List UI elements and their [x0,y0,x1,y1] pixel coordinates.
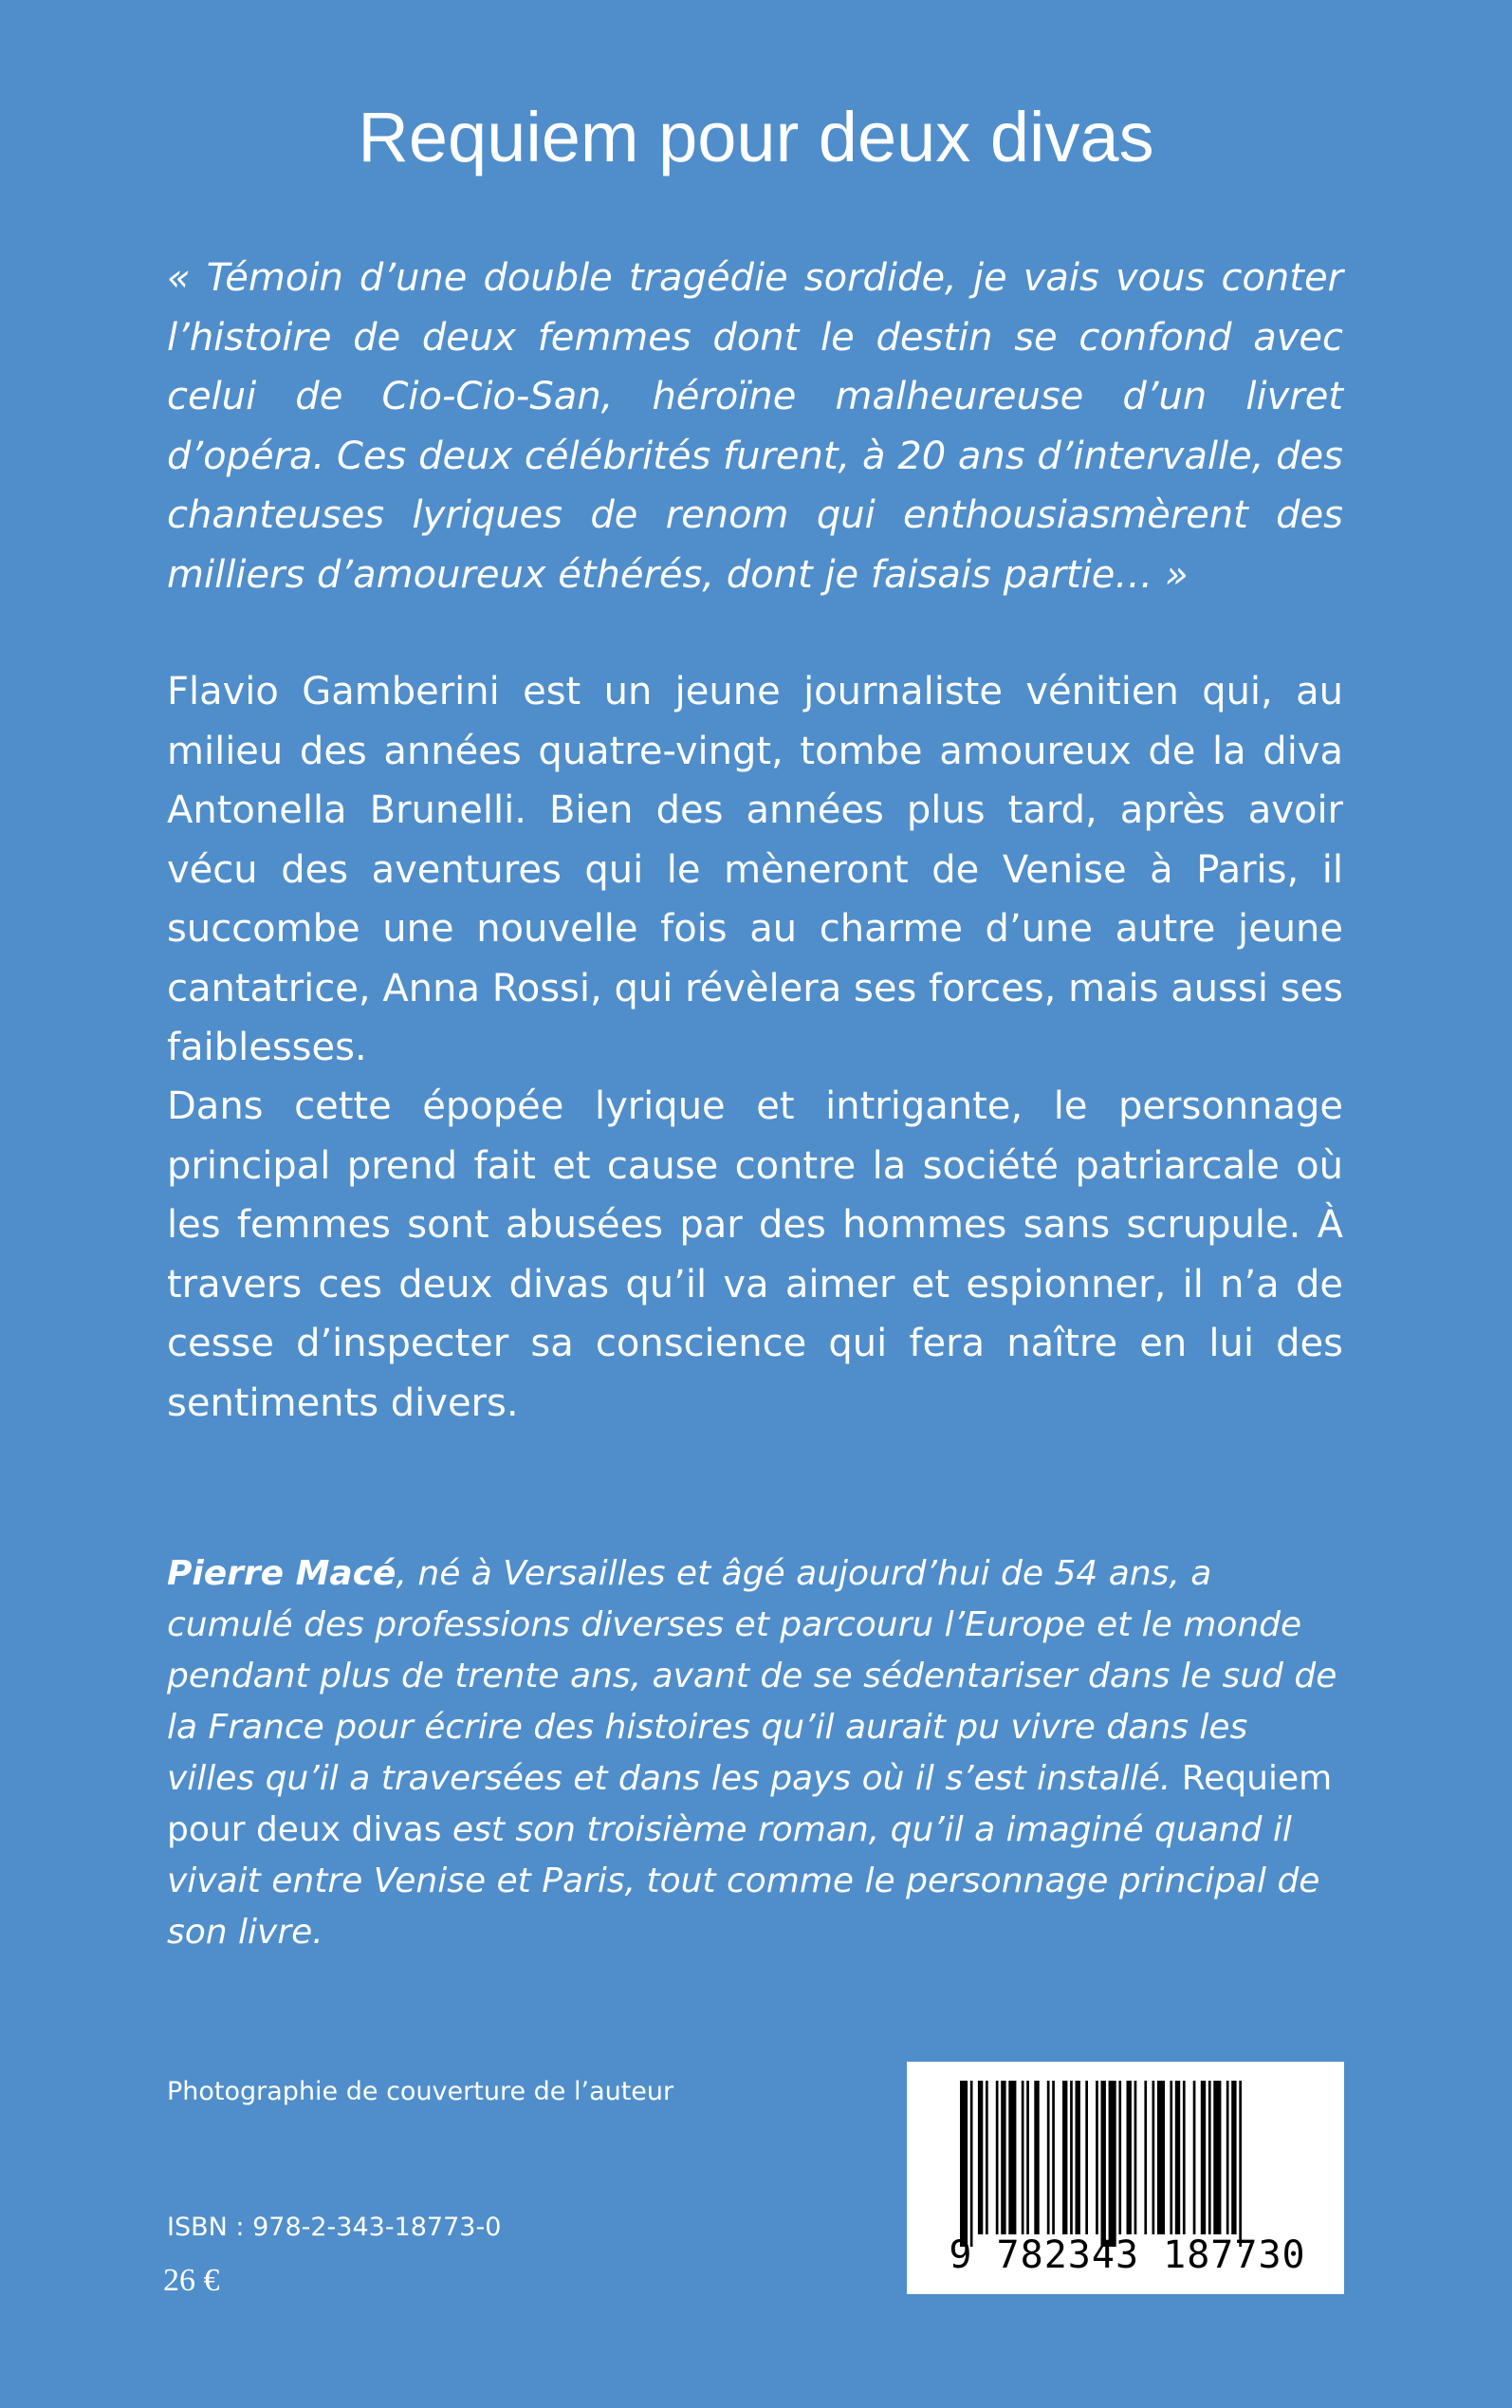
barcode-bar [1118,2081,1121,2234]
barcode-bar [1239,2081,1242,2247]
barcode-bar [1076,2081,1080,2234]
price-label: 26 € [163,2263,220,2298]
barcode-bar [1085,2081,1088,2234]
barcode-bar [1231,2081,1236,2234]
barcode-bar [1134,2081,1137,2234]
barcode-number: 9 782343 187730 [949,2233,1306,2277]
barcode-bar [996,2081,999,2234]
barcode-bar [1052,2081,1055,2234]
barcode-bar [1127,2081,1132,2234]
barcode-bar [1001,2081,1005,2234]
barcode-bar [1096,2081,1098,2234]
barcode-bar [1070,2081,1073,2234]
bio-book-title: Requiem pour deux divas [167,1759,1333,1849]
author-bio [167,1548,1343,1958]
barcode-bar [1170,2081,1172,2234]
barcode-bar [960,2081,968,2247]
barcode-bar [1144,2081,1147,2234]
author-name: Pierre Macé [167,1554,396,1593]
barcode-bar [1047,2081,1050,2234]
barcode-bar [1109,2081,1116,2247]
isbn-label: ISBN : 978-2-343-18773-0 [167,2213,502,2242]
book-title: Requiem pour deux divas [358,98,1154,176]
barcode-bar [1183,2081,1186,2234]
barcode-bar [1034,2081,1039,2234]
barcode-bar [1175,2081,1180,2234]
barcode-bar [1201,2081,1206,2234]
barcode-bar [1022,2081,1024,2234]
themes-paragraph: Dans cette épopée lyrique et intrigante, le personnage principal prend fait et cause contre la société patriarcale où les femmes sont abusées par des hommes sans scrupule. À travers ces deux divas qu’il va aimer et espionner, il n’a de cesse d’inspecter sa conscience qui fera naître en lui des sentiments divers. [167,1084,1343,1425]
barcode-bar [1213,2081,1221,2234]
barcode-bar [970,2081,973,2247]
opening-quote: « Témoin d’une double tragédie sordide, je vais vous conter l’histoire de deux femmes dont le destin se confond avec celui de Cio-Cio-San, héroïne malheureuse d’un livret d’opéra. Ces deux célébrités furent, à 20 ans d’intervalle, des chanteuses lyriques de renom qui enthousiasmèrent des milliers d’amoureux éthérés, dont je faisais partie… » [167,256,1343,597]
barcode-bar [1226,2081,1229,2234]
author-bio-text-end: est son troisième roman, qu’il a imaginé quand il vivait entre Venise et Paris, tout comme le personnage principal de son livre. [167,1810,1320,1952]
barcode-bar [1101,2081,1106,2247]
synopsis-paragraph: Flavio Gamberini est un jeune journaliste vénitien qui, au milieu des années quatre-vingt, tombe amoureux de la diva Antonella Brunelli. Bien des années plus tard, après avoir vécu des aventures qui le mèneront de Venise à Paris, il succombe une nouvelle fois au charme d’une autre jeune cantatrice, Anna Rossi, qui révèlera ses forces, mais aussi ses faiblesses. [167,670,1343,1069]
barcode-bar [1208,2081,1211,2234]
barcode-bar [1157,2081,1165,2234]
barcode-bar [1152,2081,1155,2234]
photo-credit: Photographie de couverture de l’auteur [167,2077,674,2106]
barcode [907,2062,1344,2294]
barcode-bar [978,2081,983,2234]
barcode-bar [986,2081,988,2234]
barcode-bar [1026,2081,1029,2234]
barcode-bar [1193,2081,1196,2234]
barcode-bar [1062,2081,1067,2234]
author-bio-text: , né à Versailles et âgé aujourd’hui de 54 ans, a cumulé des professions diverses et parcouru l’Europe et le monde pendant plus de trente ans, avant de se sédentariser dans le sud de la France pour écrire des histoires qu’il aurait pu vivre dans les villes qu’il a traversées et dans les pays où il s’est installé. [167,1554,1337,1798]
barcode-bar [1008,2081,1016,2234]
